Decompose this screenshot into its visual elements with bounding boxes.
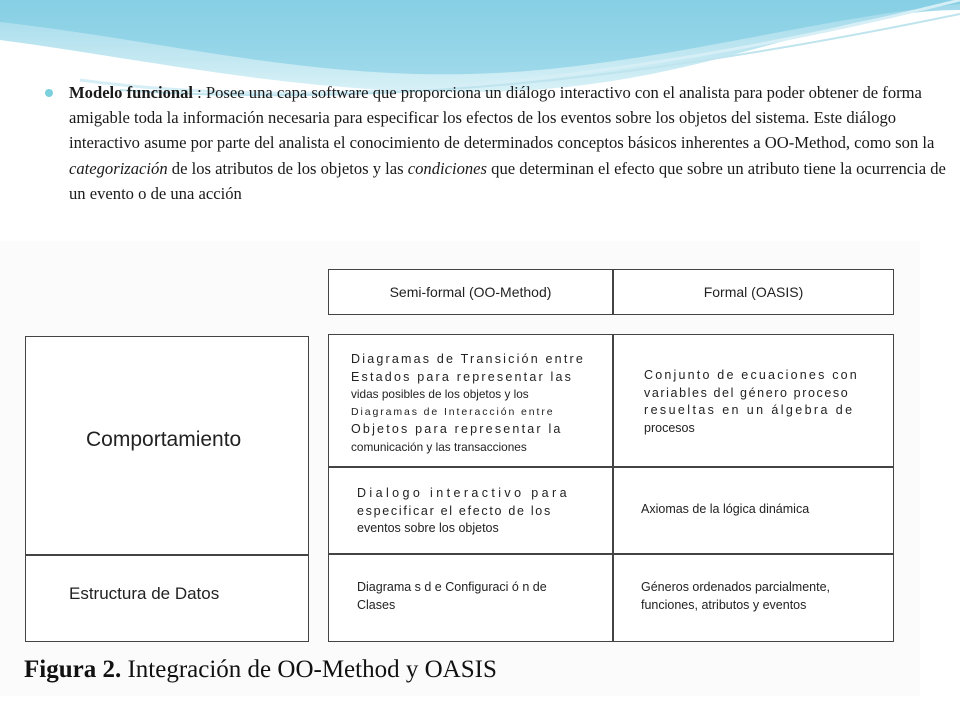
header-table <box>328 269 894 315</box>
text-line: Conjunto de ecuaciones con <box>644 368 859 382</box>
text-line: comunicación y las transacciones <box>351 439 527 454</box>
text-line: Diagramas de Interacción entre <box>351 405 555 418</box>
bullet-text-part: de los atributos de los objetos y las <box>167 158 408 178</box>
text-line: Estados para representar las <box>351 369 574 384</box>
caption-text: Integración de OO-Method y OASIS <box>121 656 497 683</box>
text-line: variables del género proceso <box>644 385 850 400</box>
text-line: Clases <box>357 597 396 612</box>
bullet-term: Modelo funcional <box>69 83 193 102</box>
text-line: especificar el efecto de los <box>357 503 552 518</box>
text-line: Dialogo interactivo para <box>357 486 570 500</box>
bullet-italic-term: categorización <box>69 158 168 178</box>
text-line: vidas posibles de los objetos y los <box>351 387 529 401</box>
row1-semi-formal <box>351 351 609 456</box>
text-line: Géneros ordenados parcialmente, <box>641 580 831 594</box>
text-line: Axiomas de la lógica dinámica <box>641 502 810 516</box>
mapping-table <box>328 334 894 642</box>
bullet-text-part: : Posee una capa software que proporciona un diálogo interactivo con el analista para poder obtener de forma amigable toda la información necesaria para especificar los efectos de los eventos sobre los objetos del sistema. Este diálogo interactivo asume por parte del analista el conocimiento de determinados conceptos básicos inherentes a OO-Method, como son la <box>69 83 935 153</box>
left-divider <box>26 554 308 556</box>
table-row-divider <box>329 466 893 468</box>
left-layers-box <box>25 336 309 642</box>
row1-formal <box>644 367 894 437</box>
row3-formal <box>641 579 891 614</box>
bullet-italic-term: condiciones <box>407 158 488 178</box>
layer-comportamiento: Comportamiento <box>86 428 242 451</box>
figure-caption <box>24 656 497 684</box>
row2-semi-formal <box>357 485 609 538</box>
bullet-dot-icon <box>45 89 53 97</box>
text-line: funciones, atributos y eventos <box>641 597 807 612</box>
text-line: Objetos para representar la <box>351 422 563 436</box>
text-line: procesos <box>644 420 695 435</box>
table-row-divider <box>329 553 893 555</box>
text-line: resueltas en un álgebra de <box>644 403 855 417</box>
bullet-modelo-funcional <box>45 80 950 206</box>
table-vertical-divider <box>612 335 614 641</box>
text-line: eventos sobre los objetos <box>357 521 499 535</box>
text-line: Diagrama s d e Configuraci ó n de <box>357 580 547 594</box>
header-formal: Formal (OASIS) <box>703 284 804 300</box>
bullet-text <box>69 80 950 206</box>
header-semi-formal: Semi-formal (OO-Method) <box>389 284 552 300</box>
row2-formal <box>641 501 891 519</box>
text-line: Diagramas de Transición entre <box>351 352 586 366</box>
row3-semi-formal <box>357 579 609 614</box>
bullet-text-part: que determinan el efecto que sobre un atributo tiene la ocurrencia de un evento o de una acción <box>69 158 946 203</box>
layer-estructura: Estructura de Datos <box>69 584 220 603</box>
caption-label: Figura 2. <box>24 656 122 683</box>
figure-diagram <box>0 241 920 696</box>
